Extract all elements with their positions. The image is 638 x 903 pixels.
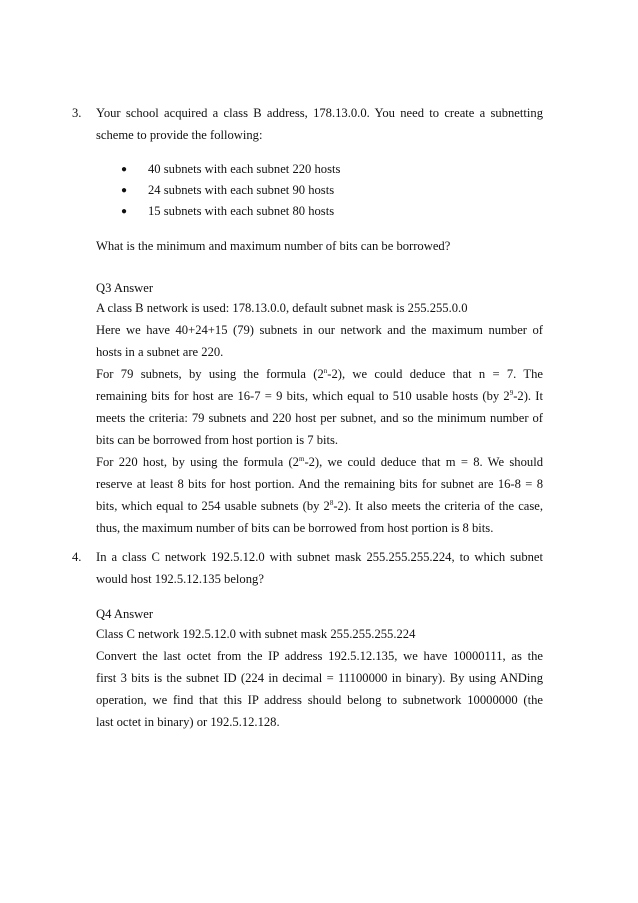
requirements-list <box>121 159 341 222</box>
question-4-text: In a class C network 192.5.12.0 with subnet mask 255.255.255.224, to which subnet would host 192.5.12.135 belong? <box>96 550 543 586</box>
question-4-number: 4. <box>72 550 82 564</box>
answer-4-body: Class C network 192.5.12.0 with subnet mask 255.255.255.224 Convert the last octet from the IP address 192.5.12.135, we have 10000111, as the first 3 bits is the subnet ID (224 in decimal = 11100000 in binary). By using ANDing operation, we find that this IP address should belong to subnetwork 10000000 (the last octet in binary) or 192.5.12.128. <box>96 627 543 729</box>
answer-3-body: A class B network is used: 178.13.0.0, default subnet mask is 255.255.0.0 Here we have 40+24+15 (79) subnets in our network and the maximum number of hosts in a subnet are 220. For 79 subnets, by using the formula (2$^n$-2), we could deduce that n = 7. The remaining bits for host are 16-7 = 9 bits, which equal to 510 usable hosts (by $2^9-2$). It meets the criteria: 79 subnets and 220 host per subnet, and so the minimum number of bits can be borrowed from host portion is 7 bits. For 220 host, by using the formula (2$^m$-2), we could deduce that m = 8. We should reserve at least 8 bits for host portion. And the remaining bits for subnet are 16-8 = 8 bits, which equal to 254 usable subnets (by $2^8-2$). It also meets the criteria of the case, thus, the maximum number of bits can be borrowed from host portion is 8 bits. <box>96 301 544 535</box>
question-3-text: Your school acquired a class B address, 178.13.0.0. You need to create a subnetting scheme to provide the following: <box>96 106 543 142</box>
list-item: ● 15 subnets with each subnet 80 hosts <box>148 201 340 222</box>
answer-3-heading: Q3 Answer <box>96 281 154 295</box>
list-item: ● 24 subnets with each subnet 90 hosts <box>148 180 340 201</box>
bullet-icon: ● <box>121 185 128 196</box>
question-4 <box>72 546 543 590</box>
list-item: ● 40 subnets with each subnet 220 hosts <box>148 159 340 180</box>
question-3-prompt: What is the minimum and maximum number of bits can be borrowed? <box>96 239 451 253</box>
bullet-icon: ● <box>121 206 128 217</box>
question-3 <box>72 102 543 146</box>
question-3-number: 3. <box>72 106 82 120</box>
bullet-icon: ● <box>121 164 128 175</box>
answer-4-heading: Q4 Answer <box>96 607 154 621</box>
